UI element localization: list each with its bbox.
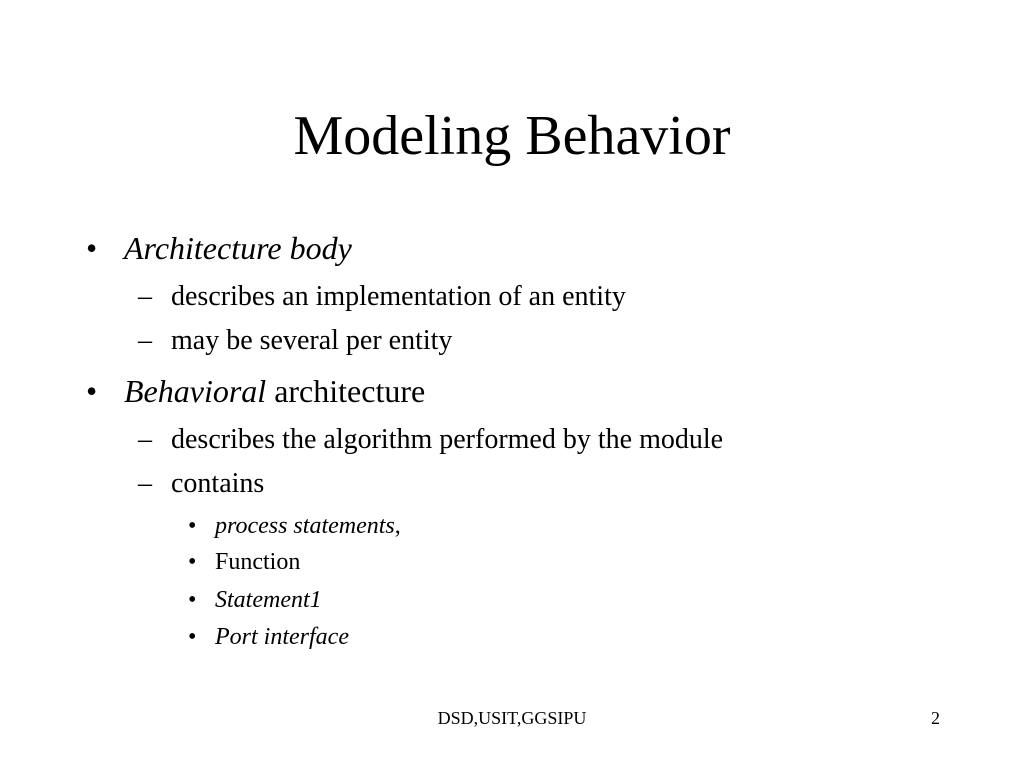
bullet-icon: •	[188, 513, 197, 539]
dash-icon: –	[138, 325, 152, 356]
bullet-icon: •	[188, 587, 197, 613]
sub-bullet-text: contains	[171, 468, 265, 499]
bullet-text-italic: Architecture body	[124, 230, 352, 266]
sub-bullet-text: describes an implementation of an entity	[171, 281, 626, 312]
sub-sub-bullet-text: ,	[394, 513, 401, 539]
bullet-text-italic: Behavioral	[124, 373, 267, 409]
bullet-icon: •	[188, 549, 197, 575]
page-number: 2	[931, 708, 940, 728]
sub-sub-bullet-text-italic: Port interface	[215, 624, 349, 650]
footer-text: DSD,USIT,GGSIPU	[437, 708, 587, 728]
sub-sub-bullet-text-italic: Statement1	[215, 587, 322, 613]
dash-icon: –	[138, 468, 152, 499]
dash-icon: –	[138, 281, 152, 312]
bullet-icon: •	[188, 624, 197, 650]
slide-title: Modeling Behavior	[293, 105, 731, 167]
sub-sub-bullet-text-italic: process statements	[215, 513, 395, 539]
dash-icon: –	[138, 424, 152, 455]
bullet-icon: •	[86, 373, 98, 409]
bullet-icon: •	[86, 230, 98, 266]
sub-bullet-text: may be several per entity	[171, 325, 453, 356]
sub-sub-bullet-text: Function	[215, 549, 301, 575]
sub-bullet-text: describes the algorithm performed by the module	[171, 424, 724, 455]
bullet-text: architecture	[266, 373, 426, 409]
